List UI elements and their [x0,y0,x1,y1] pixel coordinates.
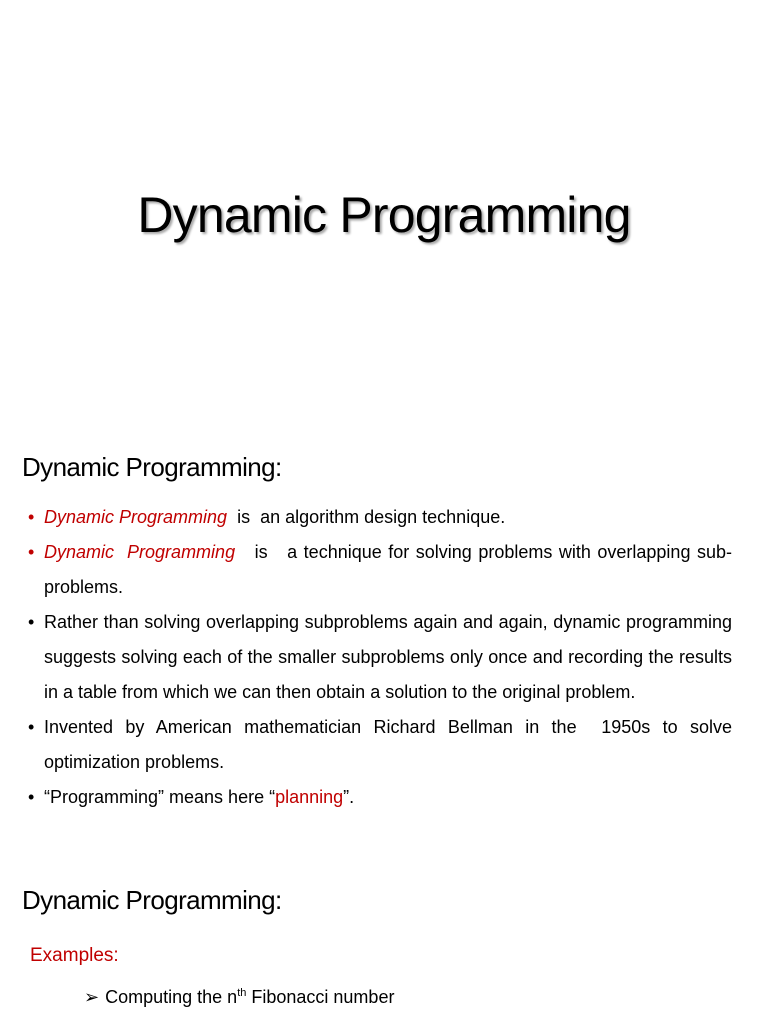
section-heading: Dynamic Programming: [22,885,282,915]
highlighted-word: planning [275,787,344,807]
highlighted-term: Dynamic Programming [44,542,236,562]
example-text: Fibonacci number [246,987,395,1007]
example-item [84,983,394,1011]
bullet-text: is an algorithm design technique. [227,507,506,527]
bullet-item [28,780,732,815]
page-title: Dynamic Programming [137,187,631,243]
examples-label: Examples: [30,945,119,966]
bullet-dot-icon: • [28,612,35,632]
bullet-list [28,500,738,815]
superscript: th [237,987,247,999]
highlighted-term: Dynamic Programming [44,507,228,527]
bullet-text: ”. [343,787,355,807]
bullet-dot-icon: • [28,717,35,737]
bullet-text: Invented by American mathematician Richard Bellman in the 1950s to solve optimization problems. [44,717,738,772]
bullet-text: is a technique for solving problems with overlapping sub-problems. [44,542,732,597]
bullet-text: “Programming” means here “ [44,787,276,807]
bullet-item [28,605,732,710]
bullet-dot-icon: • [28,787,35,807]
bullet-text: Rather than solving overlapping subproblems again and again, dynamic programming suggests solving each of the smaller subproblems only once and recording the results in a table from which we can then obtain a solution to the original problem. [44,612,732,702]
bullet-dot-icon: • [28,542,35,562]
example-text: Computing the n [105,987,238,1007]
bullet-item [28,710,738,780]
title-slide [0,0,768,420]
bullet-dot-icon: • [28,507,35,527]
arrow-bullet-icon: ➢ [84,987,100,1007]
bullet-item [28,535,732,605]
section-heading: Dynamic Programming: [22,452,282,482]
bullet-item [28,500,732,535]
